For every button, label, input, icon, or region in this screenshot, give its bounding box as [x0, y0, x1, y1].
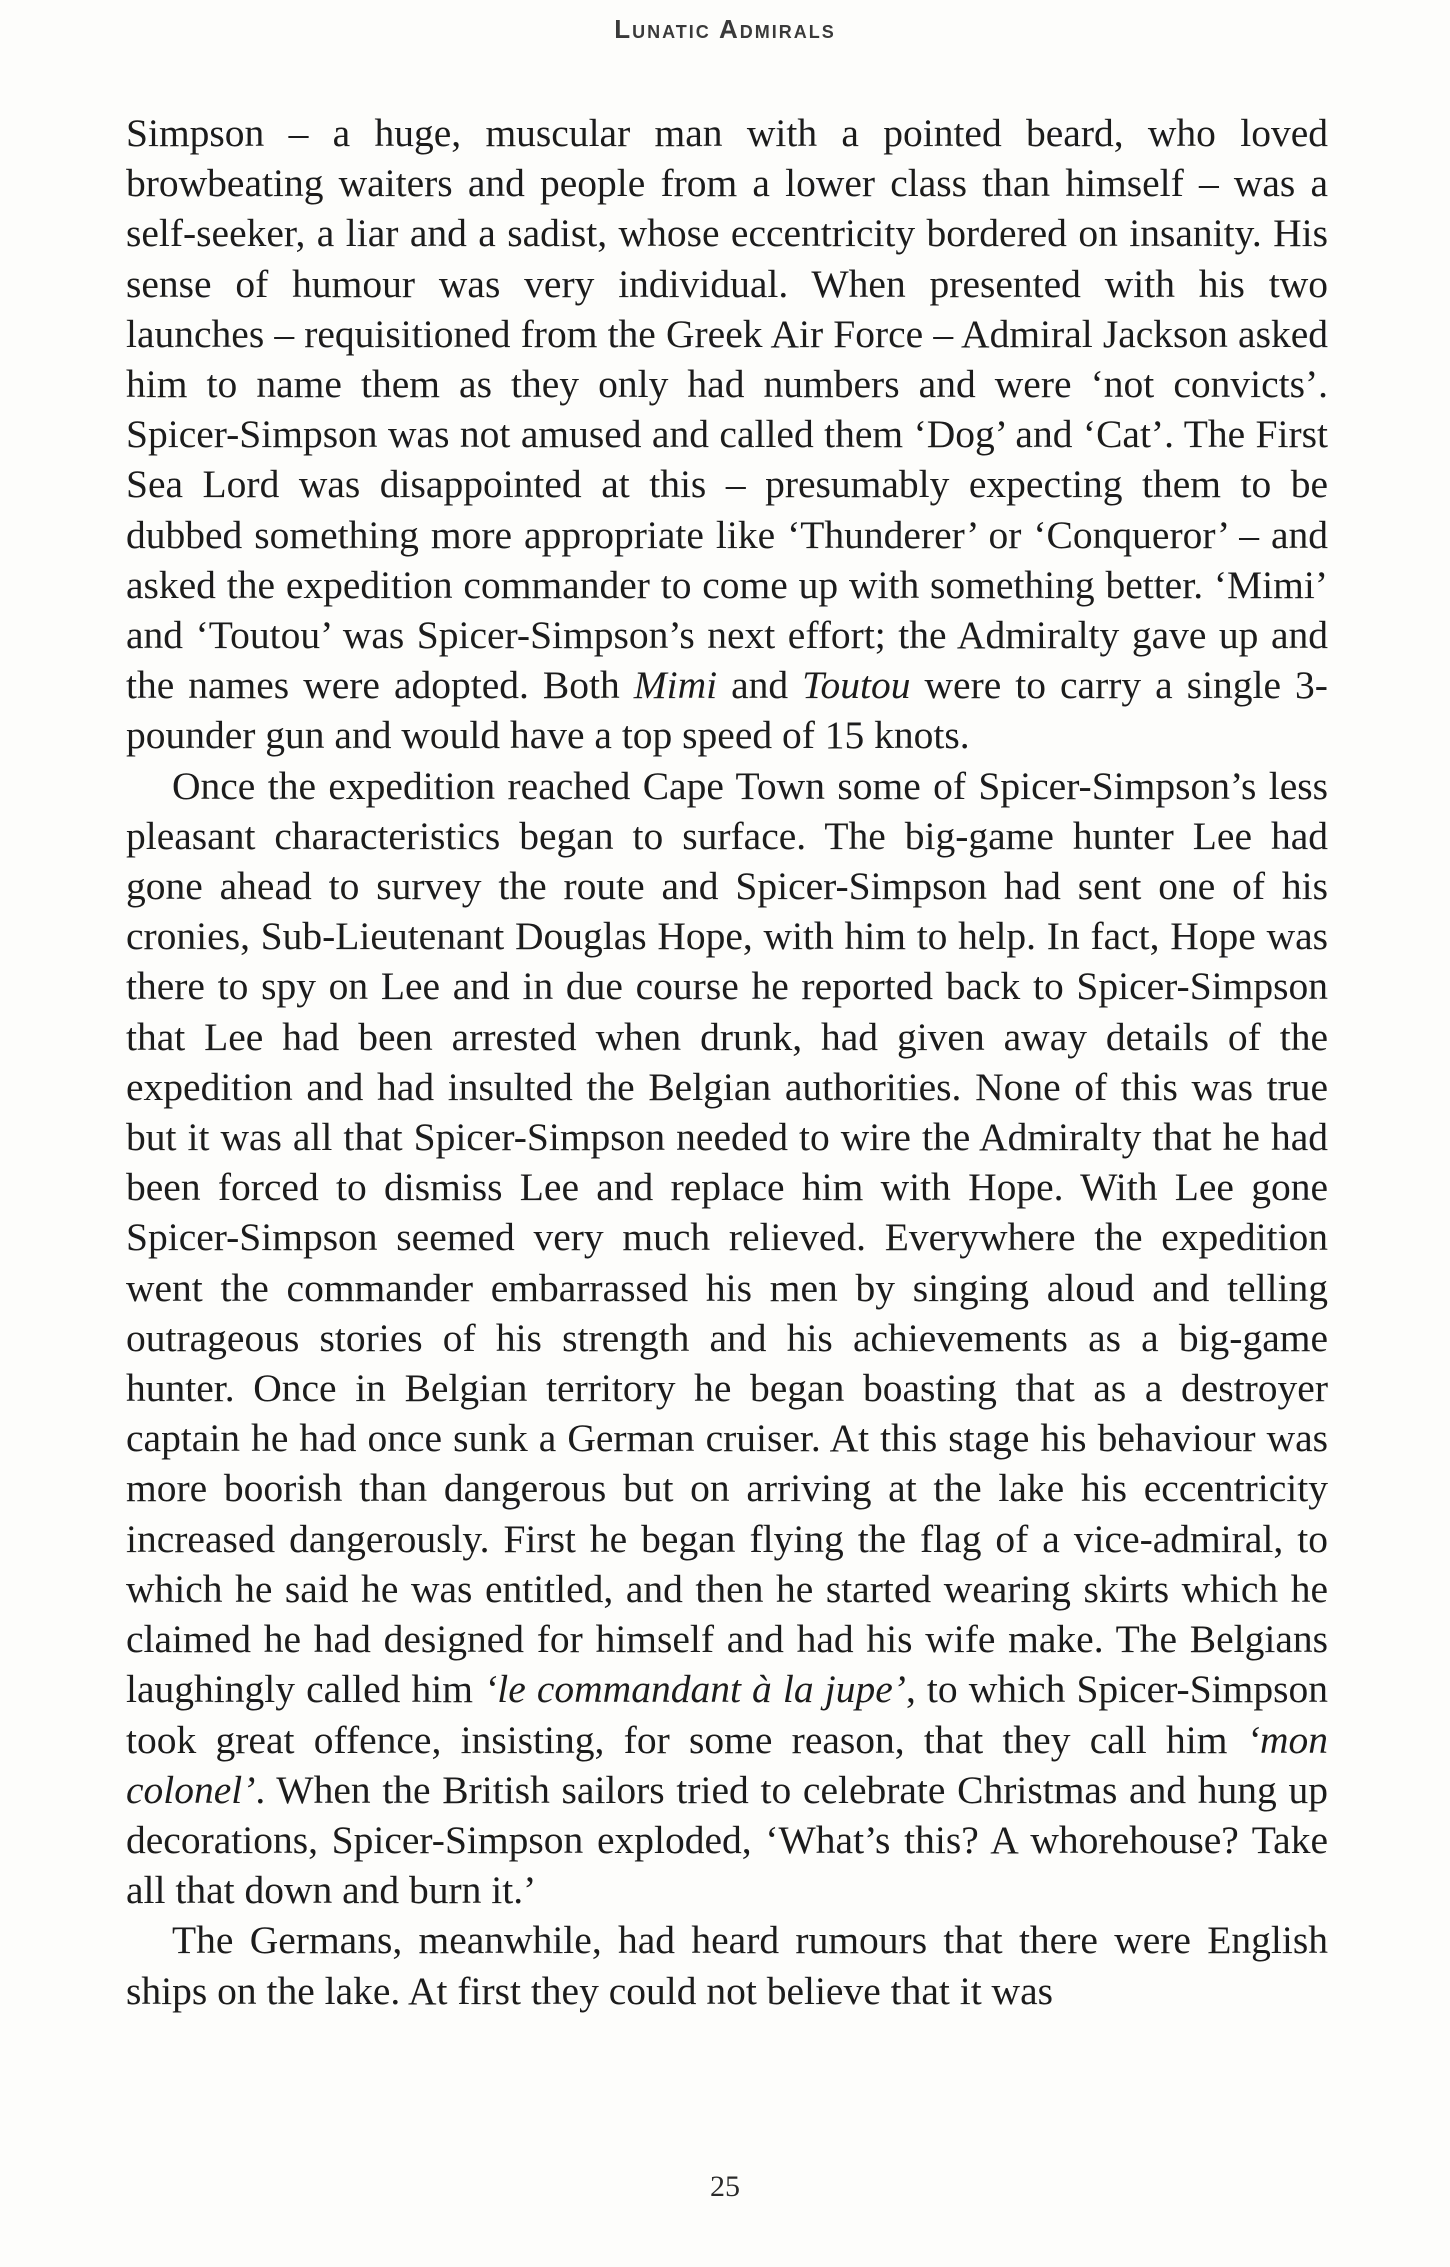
text-segment: , to which Spicer-Simpson took great offence, insisting, for some reason, that they call him: [126, 1667, 1329, 1762]
text-segment: The Germans, meanwhile, had heard rumours that there were English ships on the lake. At first they could not believe that it was: [126, 1918, 1328, 2013]
running-head: Lunatic Admirals: [614, 14, 836, 44]
french-phrase: ‘mon colonel’: [126, 1717, 1328, 1812]
page-number: 25: [710, 2170, 740, 2203]
french-phrase: ‘le commandant à la jupe’: [484, 1667, 906, 1712]
ship-name-toutou: Toutou: [802, 663, 911, 708]
paragraph: [126, 1915, 1328, 2015]
paragraph: [126, 108, 1328, 761]
text-segment: were to carry a single 3-pounder gun and would have a top speed of 15 knots.: [126, 663, 1328, 758]
text-segment: . When the British sailors tried to celebrate Christmas and hung up decorations, Spicer-Simpson exploded, ‘What’s this? A whorehouse? Take all that down and burn it.’: [126, 1767, 1328, 1913]
body-text: [126, 108, 1328, 2016]
text-segment: and: [717, 663, 803, 708]
paragraph: [126, 761, 1328, 1916]
ship-name-mimi: Mimi: [633, 663, 718, 708]
text-segment: Once the expedition reached Cape Town some of Spicer-Simpson’s less pleasant characteristics began to surface. The big-game hunter Lee had gone ahead to survey the route and Spicer-Simpson had sent one of his cronies, Sub-Lieutenant Douglas Hope, with him to help. In fact, Hope was there to spy on Lee and in due course he reported back to Spicer-Simpson that Lee had been arrested when drunk, had given away details of the expedition and had insulted the Belgian authorities. None of this was true but it was all that Spicer-Simpson needed to wire the Admiralty that he had been forced to dismiss Lee and replace him with Hope. With Lee gone Spicer-Simpson seemed very much relieved. Everywhere the expedition went the commander embarrassed his men by singing aloud and telling outrageous stories of his strength and his achievements as a big-game hunter. Once in Belgian territory he began boasting that as a destroyer captain he had once sunk a German cruiser. At this stage his behaviour was more boorish than dangerous but on arriving at the lake his eccentricity increased dangerously. First he began flying the flag of a vice-admiral, to which he said he was entitled, and then he started wearing skirts which he claimed he had designed for himself and had his wife make. The Belgians laughingly called him: [126, 763, 1328, 1712]
text-segment: Simpson – a huge, muscular man with a pointed beard, who loved browbeating waiters and people from a lower class than himself – was a self-seeker, a liar and a sadist, whose eccentricity bordered on insanity. His sense of humour was very individual. When presented with his two launches – requisitioned from the Greek Air Force – Admiral Jackson asked him to name them as they only had numbers and were ‘not convicts’. Spicer-Simpson was not amused and called them ‘Dog’ and ‘Cat’. The First Sea Lord was disappointed at this – presumably expecting them to be dubbed something more appropriate like ‘Thunderer’ or ‘Conqueror’ – and asked the expedition commander to come up with something better. ‘Mimi’ and ‘Toutou’ was Spicer-Simpson’s next effort; the Admiralty gave up and the names were adopted. Both: [126, 111, 1328, 708]
